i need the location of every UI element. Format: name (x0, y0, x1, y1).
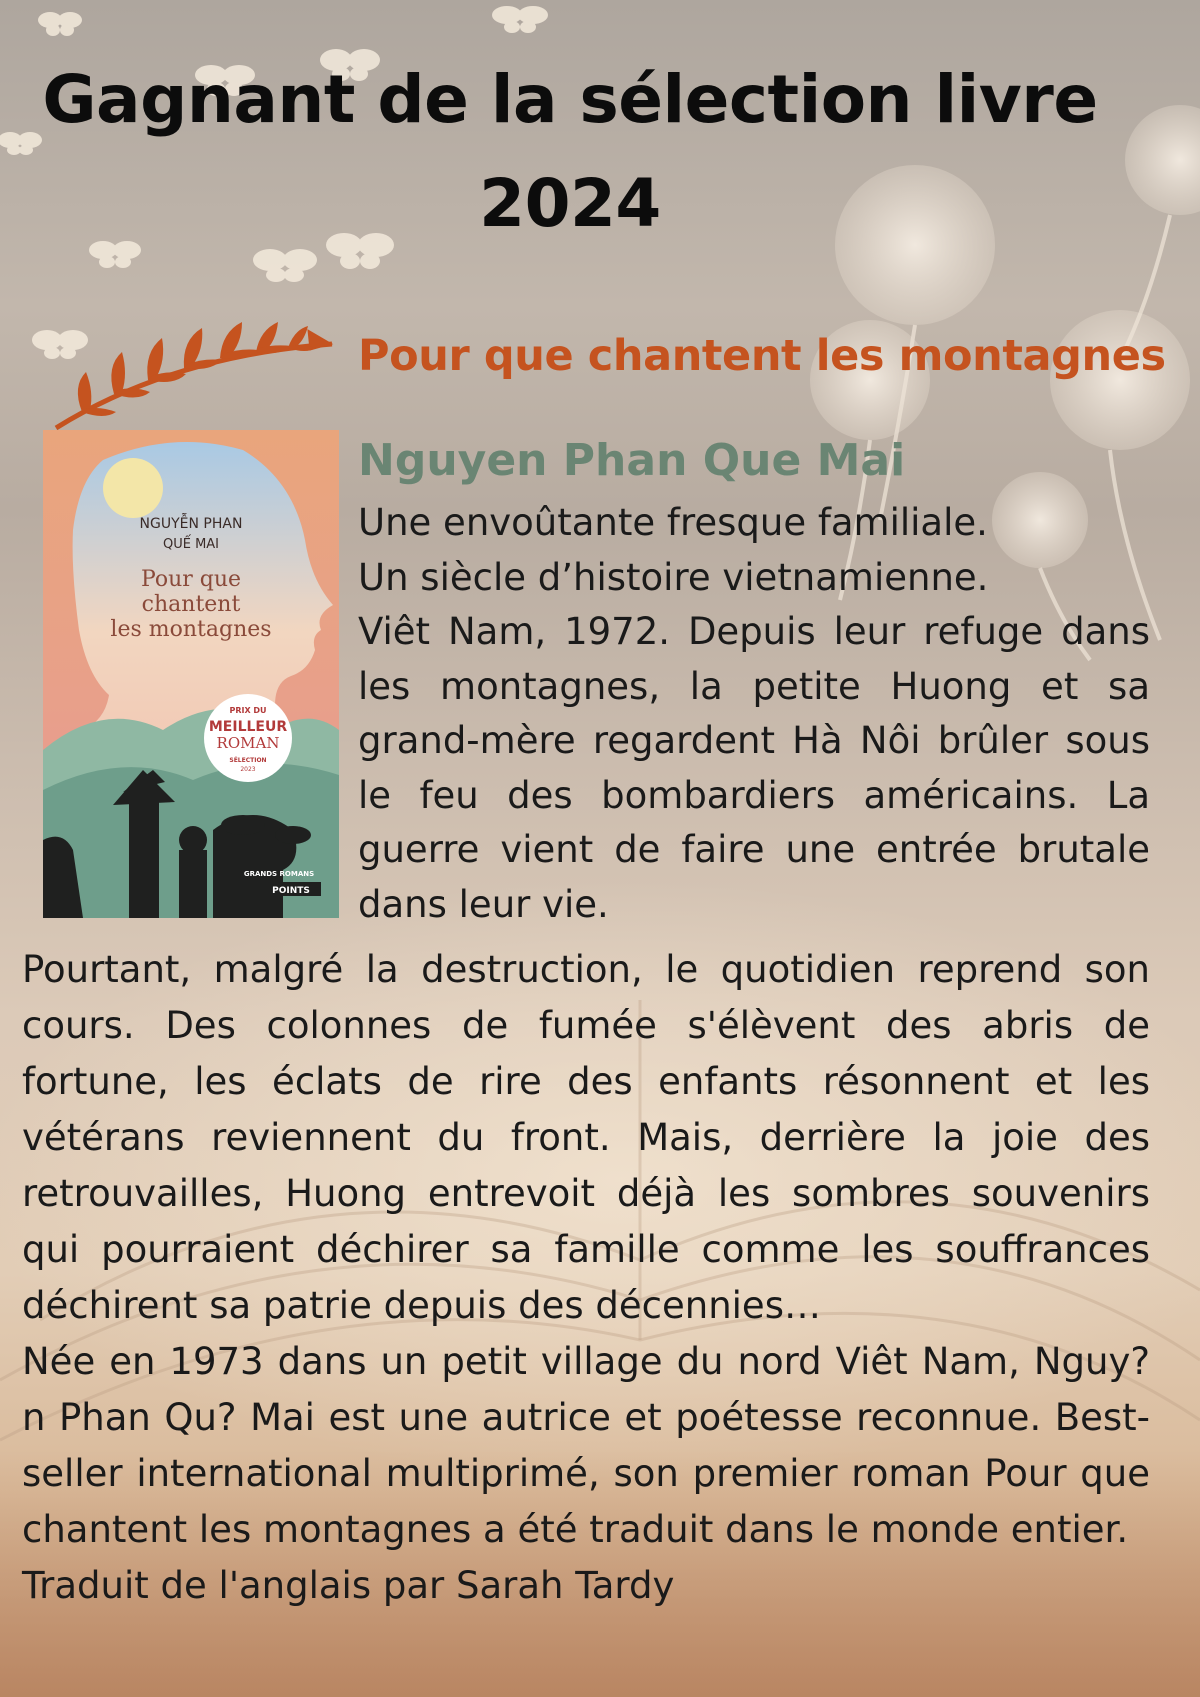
page-title: Gagnant de la sélection livre 2024 (42, 61, 1098, 242)
prize-badge (204, 694, 292, 782)
cover-publisher: POINTS (272, 886, 310, 896)
translator-credit: Traduit de l'anglais par Sarah Tardy (22, 1564, 675, 1607)
fern-icon (52, 316, 342, 432)
book-description (22, 942, 1150, 1614)
cover-collection: GRANDS ROMANS (243, 870, 315, 878)
tagline-2: Un siècle d’histoire vietnamienne. (358, 555, 989, 599)
prize-line-2: MEILLEUR (208, 719, 288, 735)
book-title: Pour que chantent les montagnes (358, 331, 1166, 381)
prize-line-4: SÉLECTION (229, 757, 267, 764)
book-intro (358, 496, 1150, 932)
summary-paragraph-2: Pourtant, malgré la destruction, le quotidien reprend son cours. Des colonnes de fumée s'élèvent des abris de fortune, les éclats de rire des enfants résonnent et les vétérans reviennent du front. Mais, derrière la joie des retrouvailles, Huong entrevoit déjà les sombres souvenirs qui pourraient déchirer sa famille comme les souffrances déchirent sa patrie depuis des décennies… (22, 948, 1150, 1327)
prize-line-1: PRIX DU (229, 706, 267, 715)
prize-line-3: ROMAN (216, 734, 280, 752)
butterfly-icon (38, 12, 82, 36)
cover-author-line-1: NGUYỄN PHAN (139, 516, 243, 532)
butterfly-icon (492, 6, 548, 33)
cover-title-line-2: chantent (141, 592, 241, 617)
book-cover (43, 430, 339, 918)
cover-author-line-2: QUẾ MAI (162, 537, 220, 552)
summary-paragraph-1: Viêt Nam, 1972. Depuis leur refuge dans les montagnes, la petite Huong et sa grand-mère regardent Hà Nôi brûler sous le feu des bombardiers américains. La guerre vient de faire une entrée brutale dans leur vie. (358, 610, 1150, 926)
cover-title-line-1: Pour que (140, 567, 242, 592)
book-author: Nguyen Phan Que Mai (358, 435, 906, 486)
tagline-1: Une envoûtante fresque familiale. (358, 501, 988, 544)
cover-title-line-3: les montagnes (110, 617, 272, 642)
author-bio: Née en 1973 dans un petit village du nord Viêt Nam, Nguy? n Phan Qu? Mai est une autrice et poétesse reconnue. Best-seller international multiprimé, son premier roman Pour que chantent les montagnes a été traduit dans le monde entier. (22, 1340, 1150, 1551)
prize-year: 2023 (240, 766, 256, 773)
